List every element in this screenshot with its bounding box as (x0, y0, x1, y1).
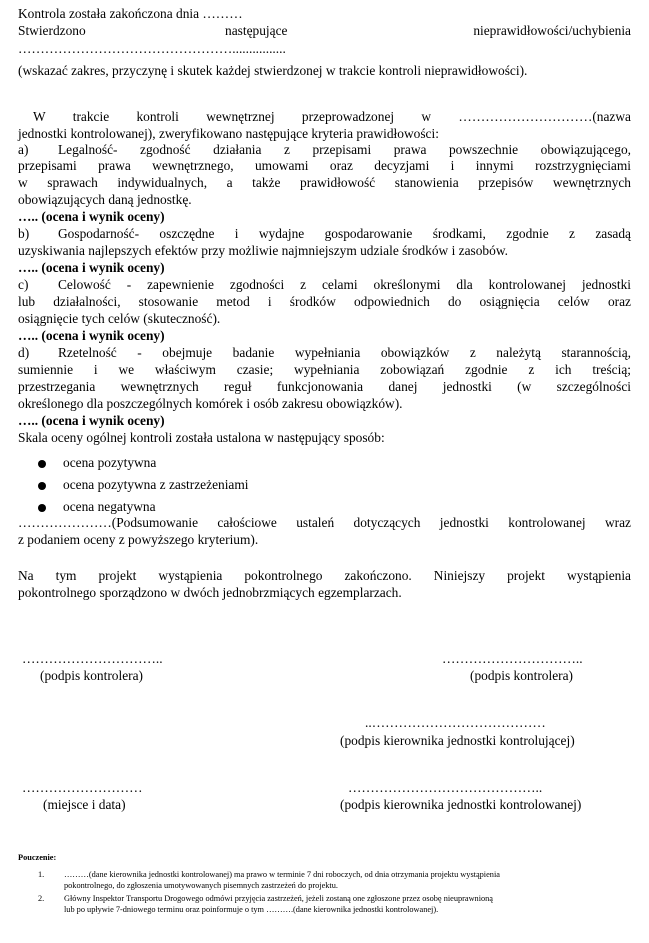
scale-option-2: ocena pozytywna z zastrzeżeniami (63, 477, 249, 492)
scale-option-1: ocena pozytywna (63, 455, 157, 470)
criterion-a-rating: ….. (ocena i wynik oceny) (18, 209, 165, 224)
instruction-1-line-2: pokontrolnego, do zgłoszenia umotywowanych pisemnych zastrzeżeń do projektu. (64, 881, 338, 890)
findings-blank: …………………………………………................ (18, 41, 286, 56)
signature-line-head-controlled: …………………………………….. (348, 780, 543, 795)
criterion-c-letter: c) (18, 277, 29, 292)
closing-line-2: pokontrolnego sporządzono w dwóch jednobrzmiących egzemplarzach. (18, 585, 402, 600)
criterion-a-line-1: a) Legalność- zgodność działania z przepisami prawa powszechnie obowiązującego, (18, 142, 631, 157)
criterion-b-line-2: uzyskiwania najlepszych efektów przy możliwie najmniejszym udziale środków i zasobów. (18, 243, 508, 258)
criterion-c-rating: ….. (ocena i wynik oceny) (18, 328, 165, 343)
findings-word-3: nieprawidłowości/uchybienia (473, 23, 631, 38)
criterion-c-line-1: c) Celowość - zapewnienie zgodności z celami określonymi dla kontrolowanej jednostki (18, 277, 631, 292)
criterion-d-line-2: sumiennie i we właściwym czasie; wypełniania zobowiązań zgodnie z ich treścią; (18, 362, 631, 377)
place-date-line: ……………………… (22, 780, 143, 795)
criterion-a-line-4: obowiązujących daną jednostkę. (18, 192, 192, 207)
intro-line-2: jednostki kontrolowanej), zweryfikowano następujące kryteria prawidłowości: (18, 126, 439, 141)
criterion-b-letter: b) (18, 226, 30, 241)
criterion-a-line-2: przepisami prawa wewnętrznego, umowami oraz decyzjami i innymi rozstrzygnięciami (18, 158, 631, 173)
scale-summary-line-1: …………………(Podsumowanie całościowe ustaleń dotyczących jednostki kontrolowanej wraz (18, 515, 631, 530)
closing-line-1: Na tym projekt wystąpienia pokontrolnego zakończono. Niniejszy projekt wystąpienia (18, 568, 631, 583)
criterion-d-line-3: przestrzegania wewnętrznych reguł funkcjonowania danej jednostki (w szczególności (18, 379, 631, 394)
criterion-a-letter: a) (18, 142, 29, 157)
signature-label-head-controlling: (podpis kierownika jednostki kontrolującej) (340, 733, 575, 748)
criterion-a-line-3: w sprawach indywidualnych, a także prawidłowość stanowienia przepisów wewnętrznych (18, 175, 631, 190)
signature-label-controller-2: (podpis kontrolera) (470, 668, 574, 683)
findings-word-2: następujące (225, 23, 288, 38)
place-date-label: (miejsce i data) (43, 797, 126, 812)
instruction-1-number: 1. (38, 870, 45, 879)
intro-line-1: W trakcie kontroli wewnętrznej przeprowadzonej w …………………………(nazwa (33, 109, 631, 124)
scale-option-3: ocena negatywna (63, 499, 156, 514)
signature-line-controller-1: ………………………….. (22, 651, 163, 666)
criterion-c-line-3: osiągnięcie tych celów (skuteczność). (18, 311, 221, 326)
completion-date-line: Kontrola została zakończona dnia ……… (18, 6, 243, 21)
instruction-title: Pouczenie: (18, 853, 57, 862)
findings-word-1: Stwierdzono (18, 23, 86, 38)
scale-summary-line-2: z podaniem oceny z powyższego kryterium). (18, 532, 259, 547)
signature-line-controller-2: ………………………….. (442, 651, 583, 666)
criterion-b-line-1: b) Gospodarność- oszczędne i wydajne gospodarowanie środkami, zgodnie z zasadą (18, 226, 631, 241)
instruction-2-number: 2. (38, 894, 45, 903)
instruction-2-line-1: Główny Inspektor Transportu Drogowego odmówi przyjęcia zastrzeżeń, jeżeli zostaną one zgłoszone przez osobę nieuprawnioną (64, 894, 493, 903)
criterion-d-letter: d) (18, 345, 30, 360)
criterion-d-line-4: określonego dla poszczególnych komórek i osób zakresu obowiązków). (18, 396, 403, 411)
instruction-1-line-1: ………(dane kierownika jednostki kontrolowanej) ma prawo w terminie 7 dni roboczych, od dnia otrzymania projektu wystąpienia (64, 870, 500, 879)
criterion-d-line-1: d) Rzetelność - obejmuje badanie wypełniania obowiązków z należytą starannością, (18, 345, 631, 360)
signature-label-head-controlled: (podpis kierownika jednostki kontrolowanej) (340, 797, 582, 812)
bullet-icon (38, 504, 46, 512)
findings-instruction: (wskazać zakres, przyczynę i skutek każdej stwierdzonej w trakcie kontroli nieprawidłowości). (18, 63, 528, 78)
criterion-c-line-2: lub działalności, stosowanie metod i środków odpowiednich do osiągnięcia celów oraz (18, 294, 631, 309)
signature-label-controller-1: (podpis kontrolera) (40, 668, 144, 683)
scale-heading: Skala oceny ogólnej kontroli została ustalona w następujący sposób: (18, 430, 385, 445)
bullet-icon (38, 460, 46, 468)
signature-line-head-controlling: ..………………………………… (365, 715, 546, 730)
bullet-icon (38, 482, 46, 490)
criterion-d-rating: ….. (ocena i wynik oceny) (18, 413, 165, 428)
instruction-2-line-2: lub po upływie 7-dniowego terminu oraz poinformuje o tym ……….(dane kierownika jednostki kontrolowanej). (64, 905, 439, 914)
criterion-b-rating: ….. (ocena i wynik oceny) (18, 260, 165, 275)
